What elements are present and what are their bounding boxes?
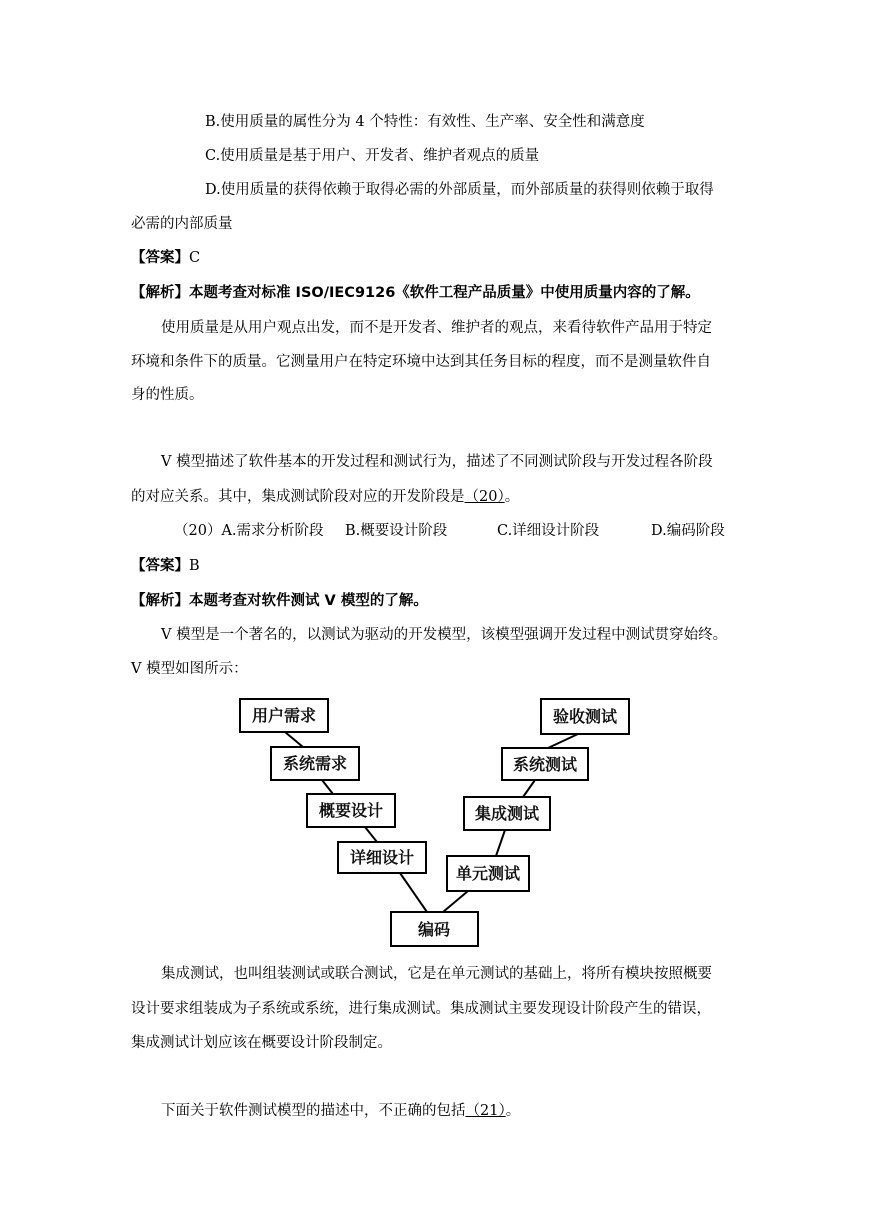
box-acceptance-test-label: 验收测试 — [552, 707, 618, 726]
connector — [548, 734, 578, 748]
analysis-heading-19: 【解析】本题考查对标准 ISO/IEC9126《软件工程产品质量》中使用质量内容的了解。 — [131, 285, 700, 301]
analysis-19-line2: 环境和条件下的质量。它测量用户在特定环境中达到其任务目标的程度，而不是测量软件自 — [131, 354, 711, 370]
after-line3: 集成测试计划应该在概要设计阶段制定。 — [131, 1035, 392, 1051]
after-line2: 设计要求组装成为子系统或系统，进行集成测试。集成测试主要发现设计阶段产生的错误， — [131, 1001, 711, 1017]
q21-stem — [161, 1101, 520, 1121]
q20-stem-text: 的对应关系。其中，集成测试阶段对应的开发阶段是 — [131, 489, 465, 505]
analysis-20-line1: V 模型是一个著名的，以测试为驱动的开发模型，该模型强调开发过程中测试贯穿始终。 — [161, 627, 728, 643]
connector — [400, 873, 427, 912]
box-user-requirements-label: 用户需求 — [251, 706, 317, 725]
q20-blank: （20） — [464, 489, 505, 505]
analysis-heading-20: 【解析】本题考查对软件测试 V 模型的了解。 — [131, 593, 428, 609]
box-system-requirements-label: 系统需求 — [282, 754, 348, 773]
analysis-20-line2: V 模型如图所示： — [131, 661, 248, 677]
box-integration-test-label: 集成测试 — [474, 804, 540, 823]
q21-stem-end: 。 — [505, 1103, 521, 1119]
q20-stem-line1: V 模型描述了软件基本的开发过程和测试行为，描述了不同测试阶段与开发过程各阶段 — [161, 454, 713, 470]
connector — [365, 827, 377, 842]
option-d-line1: D.使用质量的获得依赖于取得必需的外部质量，而外部质量的获得则依赖于取得 — [205, 182, 714, 198]
after-line1: 集成测试，也叫组装测试或联合测试，它是在单元测试的基础上，将所有模块按照概要 — [161, 966, 712, 982]
answer-label: 【答案】 — [131, 558, 189, 574]
q20-option-a: （20）A.需求分析阶段 — [174, 523, 324, 539]
connector — [496, 830, 505, 856]
connector — [523, 780, 535, 797]
connector — [285, 732, 303, 747]
analysis-19-line1: 使用质量是从用户观点出发，而不是开发者、维护者的观点，来看待软件产品用于特定 — [161, 320, 712, 336]
box-architecture-design-label: 概要设计 — [318, 801, 384, 820]
q21-stem-text: 下面关于软件测试模型的描述中，不正确的包括 — [161, 1103, 466, 1119]
option-c: C.使用质量是基于用户、开发者、维护者观点的质量 — [205, 148, 540, 164]
box-coding-label: 编码 — [417, 920, 451, 939]
q20-option-b: B.概要设计阶段 — [345, 523, 448, 539]
q21-blank: （21） — [465, 1103, 506, 1119]
analysis-19-line3: 身的性质。 — [131, 387, 204, 403]
q20-option-d: D.编码阶段 — [651, 523, 725, 539]
option-d-line2: 必需的内部质量 — [131, 216, 233, 232]
answer-value: B — [189, 558, 200, 574]
box-detailed-design-label: 详细设计 — [349, 848, 415, 867]
q20-stem-end: 。 — [504, 489, 520, 505]
connector — [443, 891, 468, 912]
box-unit-test-label: 单元测试 — [455, 864, 521, 883]
answer-label: 【答案】 — [131, 250, 189, 266]
answer-value: C — [189, 250, 201, 266]
connector — [322, 780, 333, 794]
q20-option-c: C.详细设计阶段 — [497, 523, 600, 539]
option-b: B.使用质量的属性分为 4 个特性：有效性、生产率、安全性和满意度 — [205, 114, 645, 130]
box-system-test-label: 系统测试 — [512, 755, 578, 774]
